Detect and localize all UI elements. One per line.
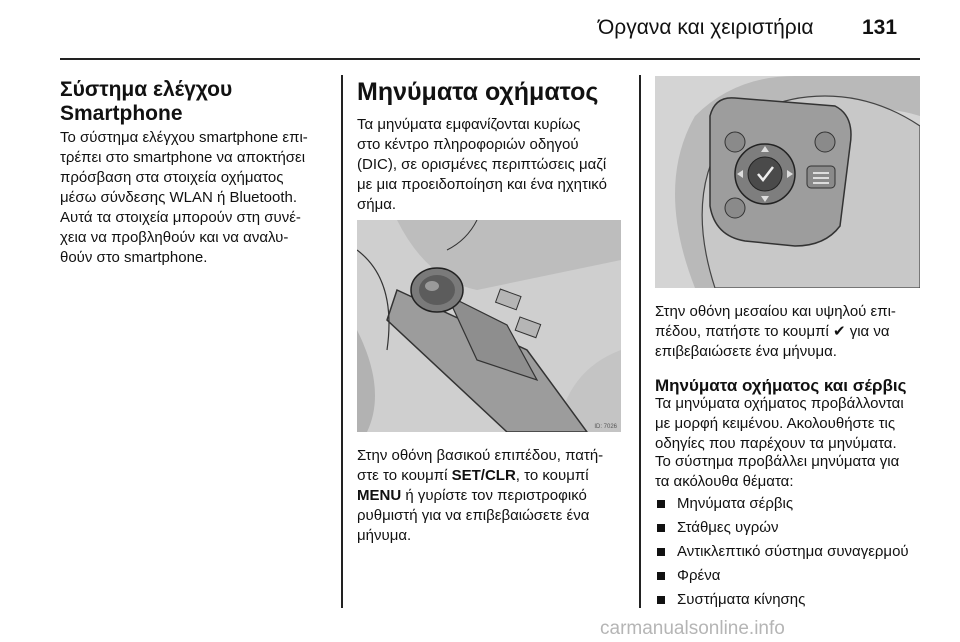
running-header-title: Όργανα και χειριστήρια bbox=[598, 16, 814, 39]
text-line: Αυτά τα στοιχεία μπορούν στη συνέ- bbox=[60, 209, 301, 226]
text-line: τρέπει στο smartphone να αποκτήσει bbox=[60, 149, 306, 166]
text-line: μήνυμα. bbox=[357, 527, 412, 544]
heading-line: Smartphone bbox=[60, 102, 183, 125]
list-item: Μηνύματα σέρβις bbox=[655, 494, 925, 518]
caption-text: ή γυρίστε τον περιστροφικό bbox=[401, 487, 587, 504]
text-line: με μορφή κειμένου. Ακολουθήστε τις bbox=[655, 415, 896, 432]
text-line: πέδου, πατήστε το κουμπί ✔ για να bbox=[655, 323, 890, 340]
text-line bbox=[357, 466, 639, 486]
text-line: τα ακόλουθα θέματα: bbox=[655, 473, 794, 490]
text-line: σήμα. bbox=[357, 196, 397, 213]
text-line: με μια προειδοποίηση και ένα ηχητικό bbox=[357, 176, 607, 193]
menu-button-label: MENU bbox=[357, 487, 402, 504]
stalk-illustration bbox=[357, 220, 621, 432]
column-divider-right bbox=[639, 75, 641, 608]
list-item: Αντικλεπτικό σύστημα συναγερμού bbox=[655, 542, 925, 566]
stalk-caption bbox=[357, 446, 639, 546]
header-rule bbox=[60, 58, 920, 60]
topics-intro-paragraph bbox=[655, 452, 925, 492]
list-item: Συστήματα κίνησης bbox=[655, 590, 925, 614]
text-line: επιβεβαιώσετε ένα μήνυμα. bbox=[655, 343, 837, 360]
text-line: στο κέντρο πληροφοριών οδηγού bbox=[357, 136, 579, 153]
steering-wheel-illustration bbox=[655, 76, 920, 288]
caption-text: στε το κουμπί bbox=[357, 467, 452, 484]
text-line: χεια να προβληθούν και να αναλυ- bbox=[60, 229, 289, 246]
caption-text: , το κουμπί bbox=[515, 467, 589, 484]
list-item: Στάθμες υγρών bbox=[655, 518, 925, 542]
text-line: Τα μηνύματα οχήματος προβάλλονται bbox=[655, 395, 904, 412]
figure-steering-wheel bbox=[655, 76, 920, 288]
text-line: οδηγίες που παρέχουν τα μηνύματα. bbox=[655, 435, 897, 452]
section-heading-vehicle-messages: Μηνύματα οχήματος bbox=[357, 78, 599, 106]
text-line: (DIC), σε ορισμένες περιπτώσεις μαζί bbox=[357, 156, 607, 173]
text-line: μέσω σύνδεσης WLAN ή Bluetooth. bbox=[60, 189, 298, 206]
vehicle-service-paragraph bbox=[655, 394, 925, 454]
watermark: carmanualsonline.info bbox=[600, 618, 785, 639]
text-line bbox=[357, 486, 639, 506]
text-line: Στην οθόνη μεσαίου και υψηλού επι- bbox=[655, 303, 896, 320]
section-heading-smartphone bbox=[60, 78, 232, 126]
text-line: Το σύστημα ελέγχου smartphone επι- bbox=[60, 129, 308, 146]
smartphone-paragraph bbox=[60, 128, 342, 268]
text-line: ρυθμιστή για να επιβεβαιώσετε ένα bbox=[357, 507, 590, 524]
text-line: θούν στο smartphone. bbox=[60, 249, 208, 266]
page-number: 131 bbox=[862, 16, 898, 39]
text-line: Το σύστημα προβάλλει μηνύματα για bbox=[655, 453, 900, 470]
text-line: Τα μηνύματα εμφανίζονται κυρίως bbox=[357, 116, 581, 133]
wheel-caption bbox=[655, 302, 925, 362]
text-line: Στην οθόνη βασικού επιπέδου, πατή- bbox=[357, 447, 604, 464]
heading-line: Σύστημα ελέγχου bbox=[60, 78, 233, 101]
message-topics-list bbox=[655, 494, 925, 614]
figure-stalk-control bbox=[357, 220, 621, 432]
set-clr-button-label: SET/CLR bbox=[451, 467, 516, 484]
figure-id: ID: 7026 bbox=[594, 424, 617, 430]
list-item: Φρένα bbox=[655, 566, 925, 590]
vehicle-messages-intro bbox=[357, 115, 639, 215]
text-line: πρόσβαση στα στοιχεία οχήματος bbox=[60, 169, 284, 186]
subheading-vehicle-service-messages: Μηνύματα οχήματος και σέρβις bbox=[655, 376, 907, 395]
